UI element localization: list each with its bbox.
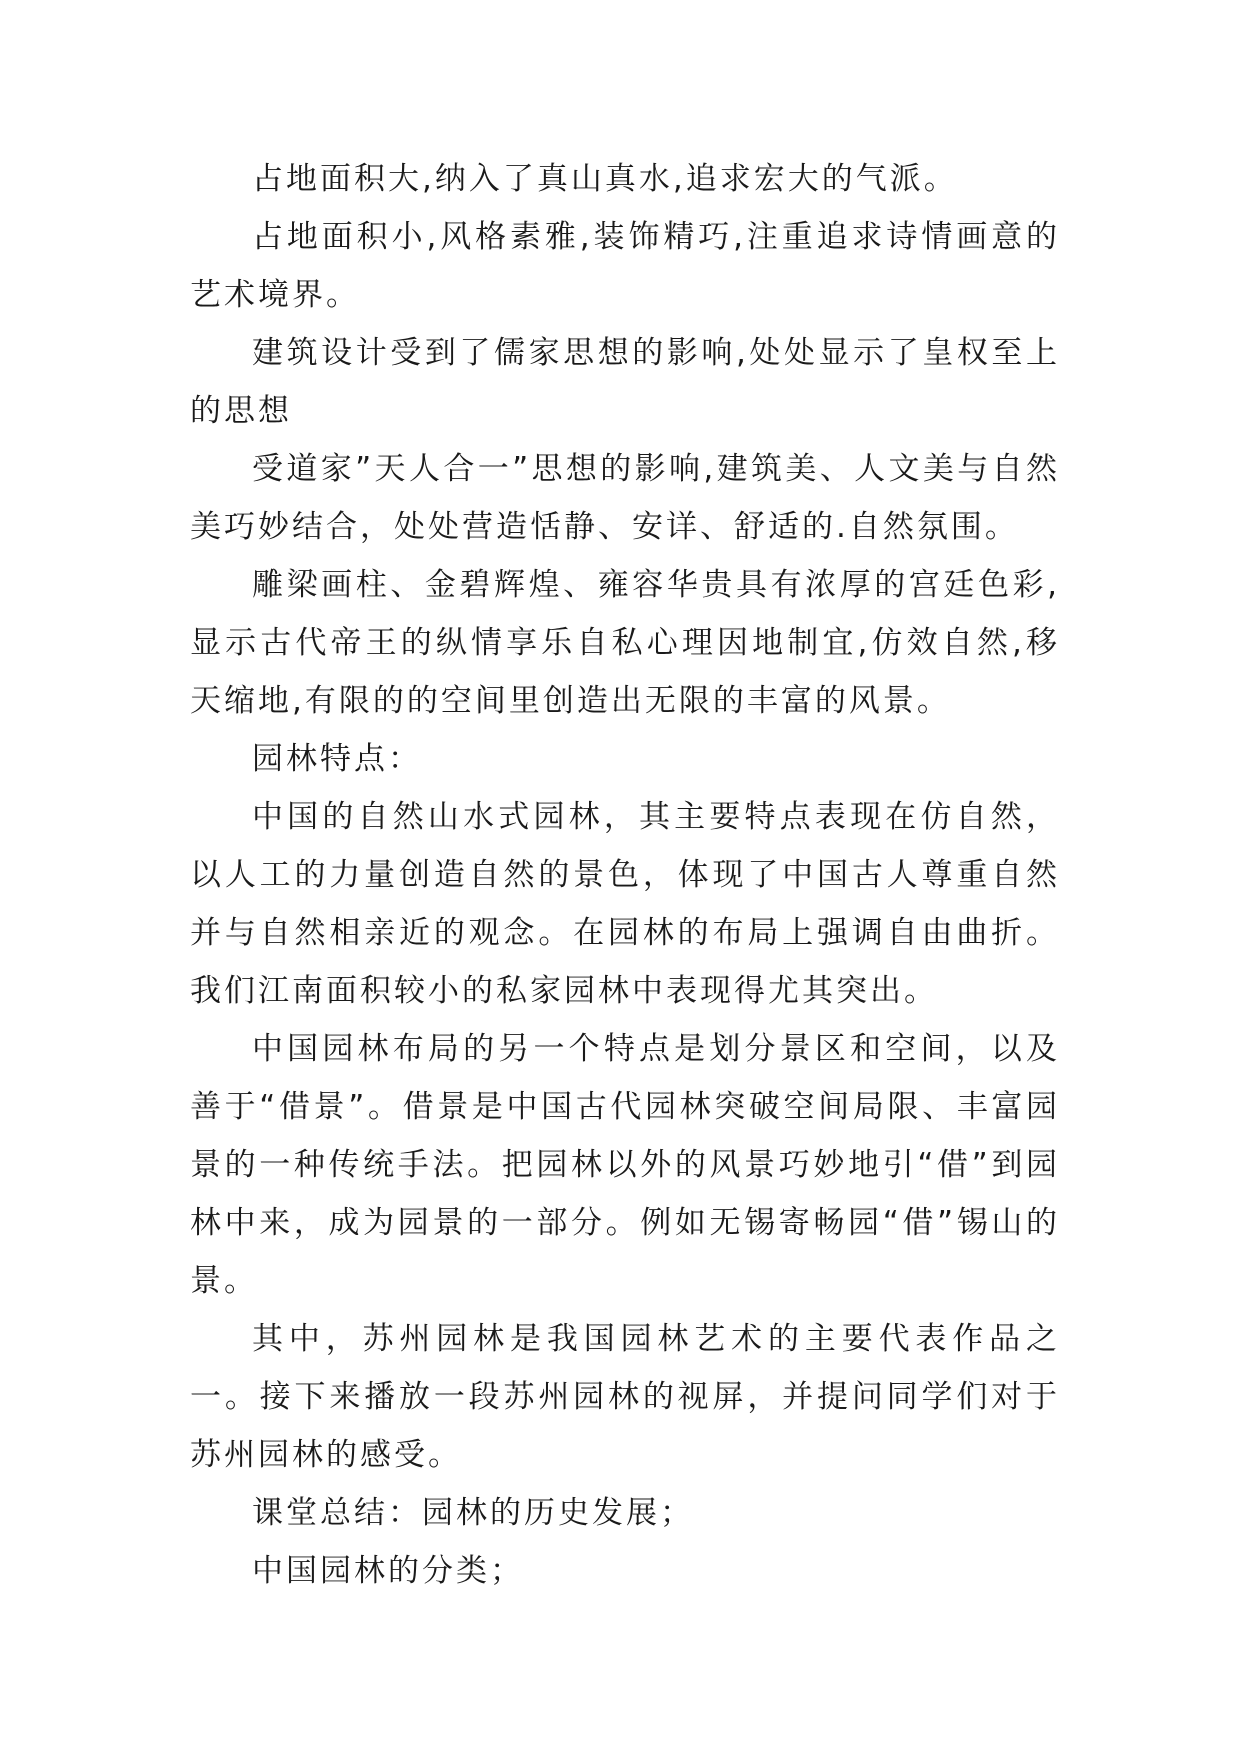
paragraph-taoist-influence: 受道家”天人合一”思想的影响,建筑美、人文美与自然美巧妙结合，处处营造恬静、安详、舒适的.自然氛围。	[190, 451, 1060, 545]
paragraph-class-summary: 课堂总结：园林的历史发展；	[252, 1495, 694, 1531]
paragraph-large-garden: 占地面积大,纳入了真山真水,追求宏大的气派。	[252, 161, 958, 197]
paragraph-garden-classification: 中国园林的分类；	[252, 1553, 524, 1589]
paragraph-suzhou-gardens: 其中，苏州园林是我国园林艺术的主要代表作品之一。接下来播放一段苏州园林的视屏，并提问同学们对于苏州园林的感受。	[190, 1321, 1060, 1473]
paragraph-natural-landscape: 中国的自然山水式园林，其主要特点表现在仿自然，以人工的力量创造自然的景色，体现了中国古人尊重自然并与自然相亲近的观念。在园林的布局上强调自由曲折。我们江南面积较小的私家园林中表现得尤其突出。	[190, 799, 1060, 1009]
paragraph-palace-style: 雕梁画柱、金碧辉煌、雍容华贵具有浓厚的宫廷色彩,显示古代帝王的纵情享乐自私心理因地制宜,仿效自然,移天缩地,有限的的空间里创造出无限的丰富的风景。	[190, 567, 1060, 719]
paragraph-small-garden: 占地面积小,风格素雅,装饰精巧,注重追求诗情画意的艺术境界。	[190, 219, 1060, 313]
paragraph-heading-features: 园林特点：	[252, 741, 422, 777]
paragraph-confucian-design: 建筑设计受到了儒家思想的影响,处处显示了皇权至上的思想	[190, 335, 1060, 429]
document-body	[190, 150, 1060, 1600]
paragraph-borrowed-scenery: 中国园林布局的另一个特点是划分景区和空间，以及善于“借景”。借景是中国古代园林突破空间局限、丰富园景的一种传统手法。把园林以外的风景巧妙地引“借”到园林中来，成为园景的一部分。例如无锡寄畅园“借”锡山的景。	[190, 1031, 1060, 1299]
